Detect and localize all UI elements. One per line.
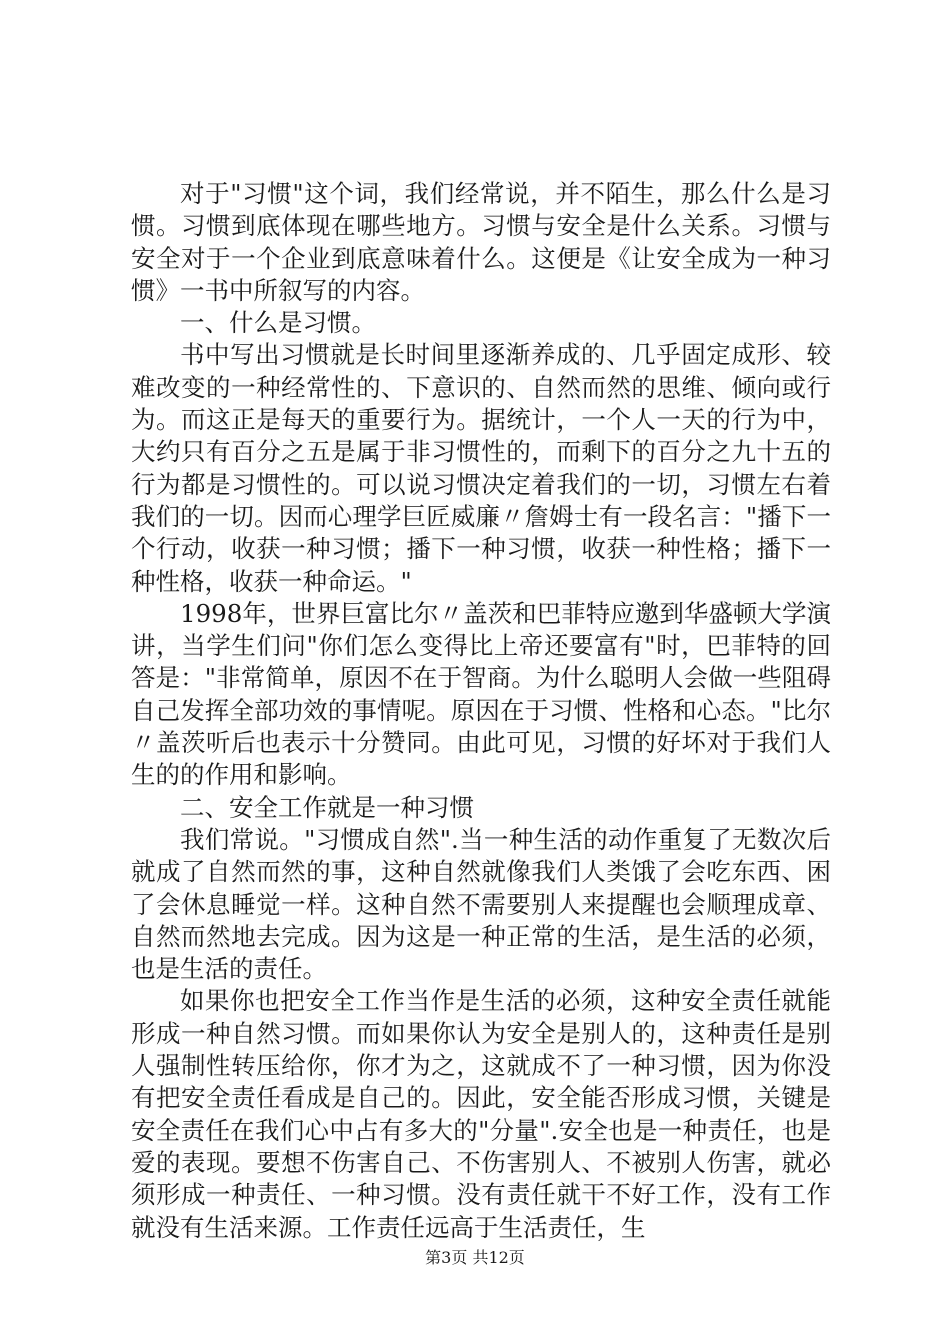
section-heading-2: 二、安全工作就是一种习惯 [180, 792, 474, 822]
page-footer: 第3页 共12页 [425, 1248, 525, 1267]
paragraph-safety-responsibility: 如果你也把安全工作当作是生活的必须，这种安全责任就能形成一种自然习惯。而如果你认为安全是别人的，这种责任是别人强制性转压给你，你才为之，这就成不了一种习惯，因为你没有把安全责任看成是自己的。因此，安全能否形成习惯，关键是安全责任在我们心中占有多大的"分量".安全也是一种责任，也是爱的表现。要想不伤害自己、不伤害别人、不被别人伤害，就必须形成一种责任、一种习惯。没有责任就干不好工作，没有工作就没有生活来源。工作责任远高于生活责任，生 [131, 986, 831, 1242]
paragraph-habit-nature: 我们常说。"习惯成自然".当一种生活的动作重复了无数次后就成了自然而然的事，这种自然就像我们人类饿了会吃东西、困了会休息睡觉一样。这种自然不需要别人来提醒也会顺理成章、自然而然地去完成。因为这是一种正常的生活，是生活的必须，也是生活的责任。 [131, 824, 831, 984]
paragraph-intro: 对于"习惯"这个词，我们经常说，并不陌生，那么什么是习惯。习惯到底体现在哪些地方。习惯与安全是什么关系。习惯与安全对于一个企业到底意味着什么。这便是《让安全成为一种习惯》一书中所叙写的内容。 [131, 179, 831, 305]
section-heading-1: 一、什么是习惯。 [180, 308, 376, 338]
document-body [131, 178, 831, 1244]
paragraph-buffett-gates: 1998年，世界巨富比尔〃盖茨和巴菲特应邀到华盛顿大学演讲，当学生们问"你们怎么变得比上帝还要富有"时，巴菲特的回答是："非常简单，原因不在于智商。为什么聪明人会做一些阻碍自己发挥全部功效的事情呢。原因在于习惯、性格和心态。"比尔〃盖茨听后也表示十分赞同。由此可见，习惯的好坏对于我们人生的的作用和影响。 [131, 598, 831, 790]
paragraph-habit-definition: 书中写出习惯就是长时间里逐渐养成的、几乎固定成形、较难改变的一种经常性的、下意识的、自然而然的思维、倾向或行为。而这正是每天的重要行为。据统计，一个人一天的行为中，大约只有百分之五是属于非习惯性的，而剩下的百分之九十五的行为都是习惯性的。可以说习惯决定着我们的一切，习惯左右着我们的一切。因而心理学巨匠威廉〃詹姆士有一段名言："播下一个行动，收获一种习惯；播下一种习惯，收获一种性格；播下一种性格，收获一种命运。" [131, 340, 831, 596]
